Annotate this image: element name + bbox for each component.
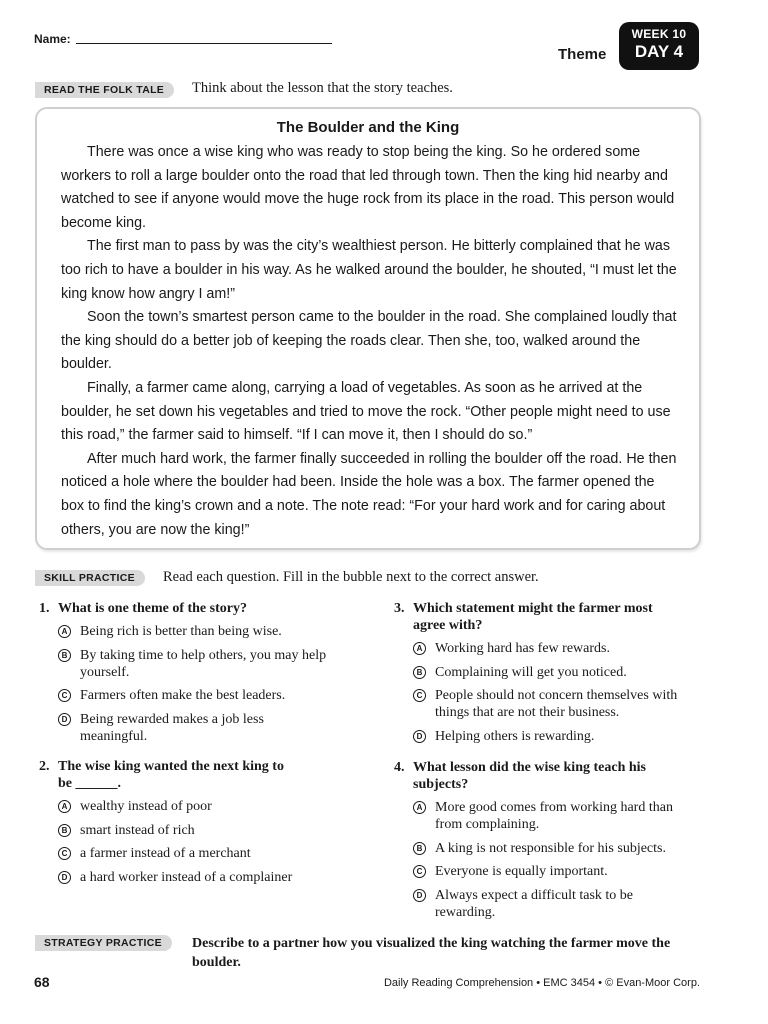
answer-choice[interactable] (413, 799, 683, 833)
answer-bubble[interactable]: C (58, 847, 71, 860)
choice-text: By taking time to help others, you may help yourself. (80, 647, 327, 680)
question-text: The wise king wanted the next king to be ______. (58, 759, 284, 791)
story-title: The Boulder and the King (276, 119, 460, 136)
choice-text: More good comes from working hard than from complaining. (435, 800, 673, 832)
question-number: 4. (394, 760, 405, 775)
question-text: Which statement might the farmer most agree with? (413, 601, 653, 633)
choice-text: Farmers often make the best leaders. (80, 688, 286, 703)
answer-bubble[interactable]: D (58, 713, 71, 726)
answer-choice[interactable] (413, 887, 663, 921)
answer-choice[interactable] (413, 687, 683, 721)
skill-instruction: Read each question. Fill in the bubble next to the correct answer. (163, 569, 539, 585)
story-paragraph: After much hard work, the farmer finally succeeded in rolling the boulder off the road. He then noticed a hole where the boulder had been. Inside the hole was a box. The farmer opened the box to find the king’s crown and a note. The note read: “For your hard work and for caring about others, you are now the king!” (61, 450, 677, 538)
skill-practice-tag: SKILL PRACTICE (35, 570, 145, 586)
answer-bubble[interactable]: A (58, 625, 71, 638)
choice-text: smart instead of rich (80, 822, 195, 838)
choice-text: Complaining will get you noticed. (435, 664, 627, 680)
story-text (61, 141, 681, 542)
question-text: What is one theme of the story? (58, 601, 247, 616)
choice-text: Helping others is rewarding. (435, 728, 595, 744)
read-instruction: Think about the lesson that the story teaches. (192, 80, 453, 96)
answer-bubble[interactable]: A (58, 800, 71, 813)
answer-bubble[interactable]: D (58, 871, 71, 884)
answer-bubble[interactable]: A (413, 801, 426, 814)
answer-choice[interactable] (413, 664, 694, 681)
question-text: What lesson did the wise king teach his subjects? (413, 760, 646, 792)
choice-text: wealthy instead of poor (80, 799, 212, 814)
question-number: 3. (394, 601, 405, 616)
strategy-practice-tag: STRATEGY PRACTICE (35, 935, 172, 951)
question-4 (394, 759, 694, 927)
answer-choice[interactable] (58, 845, 299, 862)
answer-bubble[interactable]: A (413, 642, 426, 655)
answer-choice[interactable] (58, 687, 369, 704)
choice-text: Being rewarded makes a job less meaningful. (80, 711, 264, 744)
story-paragraph: There was once a wise king who was ready to stop being the king. So he ordered some workers to roll a large boulder onto the road that led through town. Then the king hid nearby and watched to see if anyone would move the huge rock from its place in the road. This person would become king. (61, 144, 675, 231)
week-label: WEEK 10 (631, 27, 687, 41)
answer-choice[interactable] (58, 869, 358, 886)
answer-bubble[interactable]: B (58, 649, 71, 662)
story-paragraph: Finally, a farmer came along, carrying a load of vegetables. As soon as he arrived at the boulder, he set down his vegetables and tried to move the rock. “Other people might need to use this road,” the farmer said to himself. “If I can move it, then I should do so.” (61, 379, 671, 444)
question-1 (39, 600, 369, 751)
question-3 (394, 600, 694, 751)
day-label: DAY 4 (634, 42, 684, 61)
question-number: 2. (39, 759, 50, 774)
answer-choice[interactable] (58, 711, 298, 745)
choice-text: People should not concern themselves with things that are not their business. (435, 688, 678, 720)
answer-choice[interactable] (413, 840, 694, 857)
week-day-badge (619, 22, 699, 70)
answer-choice[interactable] (413, 728, 694, 745)
answer-bubble[interactable]: B (413, 666, 426, 679)
choice-text: Always expect a difficult task to be rewarding. (435, 887, 634, 920)
story-paragraph: Soon the town’s smartest person came to the boulder in the road. She complained loudly that the king should do a better job of keeping the roads clear. Then she, too, walked around the boulder. (61, 309, 677, 373)
answer-choice[interactable] (413, 863, 694, 880)
question-number: 1. (39, 601, 50, 616)
answer-choice[interactable] (58, 822, 299, 839)
choice-text: Working hard has few rewards. (435, 641, 610, 656)
answer-choice[interactable] (58, 798, 299, 815)
choice-text: a farmer instead of a merchant (80, 846, 251, 861)
choice-text: a hard worker instead of a complainer (80, 869, 293, 885)
answer-choice[interactable] (58, 647, 328, 681)
strategy-instruction: Describe to a partner how you visualized the king watching the farmer move the boulder. (192, 936, 671, 970)
answer-bubble[interactable]: B (413, 842, 426, 855)
name-label: Name: (34, 32, 71, 46)
answer-bubble[interactable]: D (413, 730, 426, 743)
answer-bubble[interactable]: C (413, 865, 426, 878)
choice-text: Everyone is equally important. (435, 864, 608, 879)
choice-text: A king is not responsible for his subjects. (435, 840, 666, 856)
theme-label: Theme (558, 46, 607, 63)
footer-credit: Daily Reading Comprehension • EMC 3454 • © Evan-Moor Corp. (383, 977, 700, 989)
question-2 (39, 758, 299, 892)
answer-choice[interactable] (413, 640, 694, 657)
page-number: 68 (34, 974, 50, 990)
answer-bubble[interactable]: B (58, 824, 71, 837)
answer-bubble[interactable]: C (58, 689, 71, 702)
read-folk-tale-tag: READ THE FOLK TALE (35, 82, 174, 98)
answer-bubble[interactable]: C (413, 689, 426, 702)
story-paragraph: The first man to pass by was the city’s wealthiest person. He bitterly complained that he was too rich to have a boulder in his way. As he walked around the boulder, he shouted, “I must let the king know how angry I am!” (61, 238, 677, 302)
name-line[interactable] (76, 43, 332, 44)
choice-text: Being rich is better than being wise. (80, 624, 282, 639)
answer-choice[interactable] (58, 623, 369, 640)
answer-bubble[interactable]: D (413, 889, 426, 902)
